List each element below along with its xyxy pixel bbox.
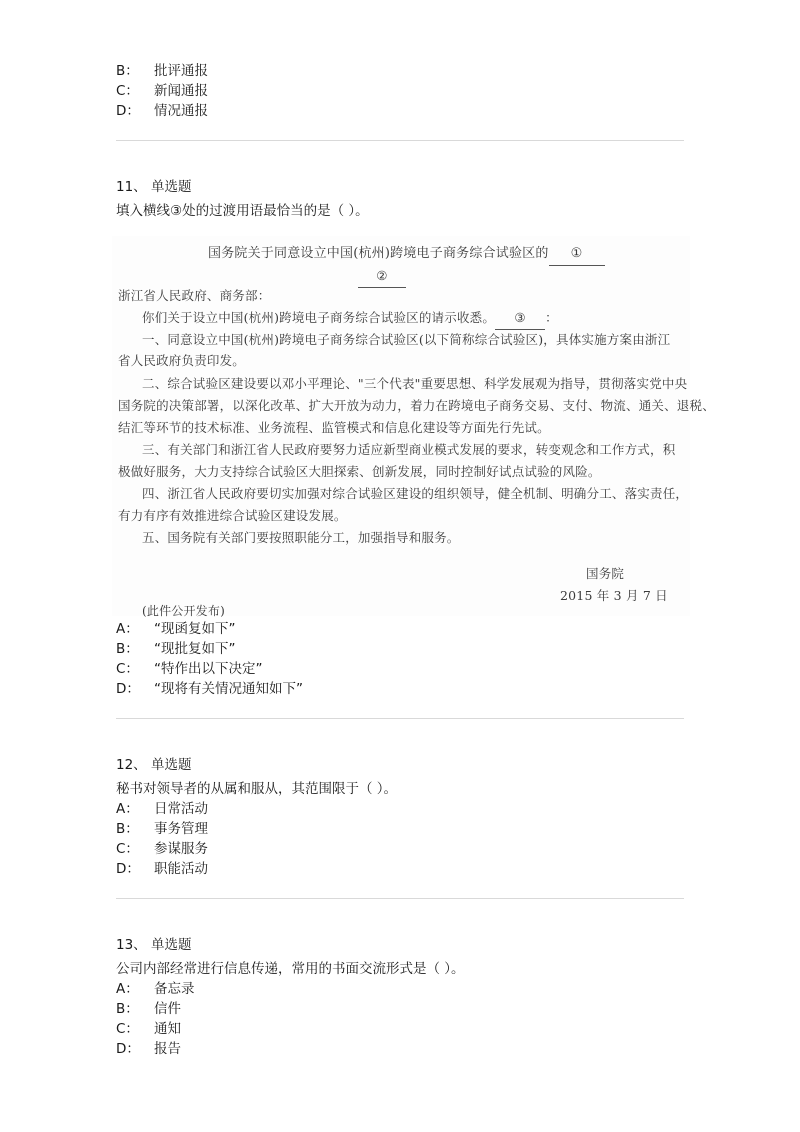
q11-option-d[interactable] [116, 680, 303, 698]
option-key: B： [116, 641, 139, 657]
blank-3: ③ [495, 306, 545, 330]
q10-option-d[interactable] [116, 102, 208, 120]
option-key: A： [116, 801, 139, 817]
option-text: “现将有关情况通知如下” [154, 681, 303, 697]
option-key: D： [116, 103, 140, 119]
option-key: B： [116, 821, 139, 837]
q12-option-b[interactable] [116, 820, 208, 838]
option-key: A： [116, 981, 139, 997]
figure-subtitle [358, 264, 406, 288]
q13-stem: 公司内部经常进行信息传递，常用的书面交流形式是（ ）。 [116, 961, 465, 977]
option-text: 日常活动 [154, 801, 208, 817]
figure-para-1a: 一、同意设立中国(杭州)跨境电子商务综合试验区(以下简称综合试验区)，具体实施方案由浙江 [142, 332, 671, 347]
option-key: C： [116, 841, 139, 857]
option-key: D： [116, 681, 140, 697]
q11-option-b[interactable] [116, 640, 236, 658]
option-text: “现批复如下” [154, 641, 236, 657]
option-text: “特作出以下决定” [154, 661, 263, 677]
option-text: 事务管理 [154, 821, 208, 837]
figure-para-0 [142, 306, 558, 330]
option-text: 批评通报 [154, 63, 208, 79]
option-key: A： [116, 621, 139, 637]
option-text: 报告 [154, 1041, 181, 1057]
option-key: C： [116, 83, 139, 99]
option-key: B： [116, 63, 139, 79]
q13-option-a[interactable] [116, 980, 195, 998]
q12-header: 12、 单选题 [116, 757, 192, 773]
figure-title [208, 242, 605, 266]
figure-title-text: 国务院关于同意设立中国(杭州)跨境电子商务综合试验区的 [208, 246, 549, 261]
figure-addressee: 浙江省人民政府、商务部： [118, 288, 271, 303]
figure-note: (此件公开发布) [142, 604, 225, 618]
divider [116, 898, 684, 899]
q13-option-c[interactable] [116, 1020, 181, 1038]
q12-option-d[interactable] [116, 860, 208, 878]
figure-para-5: 五、国务院有关部门要按照职能分工，加强指导和服务。 [142, 530, 460, 545]
option-text: 情况通报 [154, 103, 208, 119]
q12-option-c[interactable] [116, 840, 208, 858]
figure-para-4a: 四、浙江省人民政府要切实加强对综合试验区建设的组织领导，健全机制、明确分工、落实责任， [142, 486, 689, 501]
figure-para-3a: 三、有关部门和浙江省人民政府要努力适应新型商业模式发展的要求，转变观念和工作方式，积 [142, 442, 676, 457]
figure-para-2b: 国务院的决策部署，以深化改革、扩大开放为动力，着力在跨境电子商务交易、支付、物流、通关、退税、 [118, 398, 715, 413]
option-key: D： [116, 1041, 140, 1057]
q11-header: 11、 单选题 [116, 179, 192, 195]
q11-document-figure [112, 236, 715, 618]
option-text: 新闻通报 [154, 83, 208, 99]
option-key: B： [116, 1001, 139, 1017]
option-text: 通知 [154, 1021, 181, 1037]
figure-para-0-text: 你们关于设立中国(杭州)跨境电子商务综合试验区的请示收悉。 [142, 310, 496, 325]
figure-para-1b: 省人民政府负责印发。 [118, 353, 246, 368]
option-key: C： [116, 1021, 139, 1037]
figure-para-2c: 结汇等环节的技术标准、业务流程、监管模式和信息化建设等方面先行先试。 [118, 420, 550, 435]
q11-stem: 填入横线③处的过渡用语最恰当的是（ ）。 [116, 203, 369, 219]
option-key: C： [116, 661, 139, 677]
option-text: “现函复如下” [154, 621, 236, 637]
option-text: 职能活动 [154, 861, 208, 877]
option-text: 参谋服务 [154, 841, 208, 857]
option-text: 信件 [154, 1001, 181, 1017]
blank-2: ② [358, 264, 406, 288]
figure-date: 2015 年 3 月 7 日 [560, 588, 668, 603]
q13-header: 13、 单选题 [116, 937, 192, 953]
q10-option-c[interactable] [116, 82, 208, 100]
q12-stem: 秘书对领导者的从属和服从，其范围限于（ ）。 [116, 781, 398, 797]
blank-1: ① [549, 242, 605, 266]
q11-option-c[interactable] [116, 660, 263, 678]
option-text: 备忘录 [154, 981, 195, 997]
q12-option-a[interactable] [116, 800, 208, 818]
figure-signer: 国务院 [586, 566, 625, 581]
divider [116, 140, 684, 141]
figure-para-2a: 二、综合试验区建设要以邓小平理论、"三个代表"重要思想、科学发展观为指导，贯彻落实党中央 [142, 376, 688, 391]
q13-option-b[interactable] [116, 1000, 181, 1018]
q13-option-d[interactable] [116, 1040, 181, 1058]
q10-option-b[interactable] [116, 62, 208, 80]
figure-para-4b: 有力有序有效推进综合试验区建设发展。 [118, 508, 347, 523]
q11-option-a[interactable] [116, 620, 236, 638]
figure-para-0-end: ： [545, 310, 558, 325]
figure-para-3b: 极做好服务，大力支持综合试验区大胆探索、创新发展，同时控制好试点试验的风险。 [118, 464, 601, 479]
option-key: D： [116, 861, 140, 877]
divider [116, 718, 684, 719]
